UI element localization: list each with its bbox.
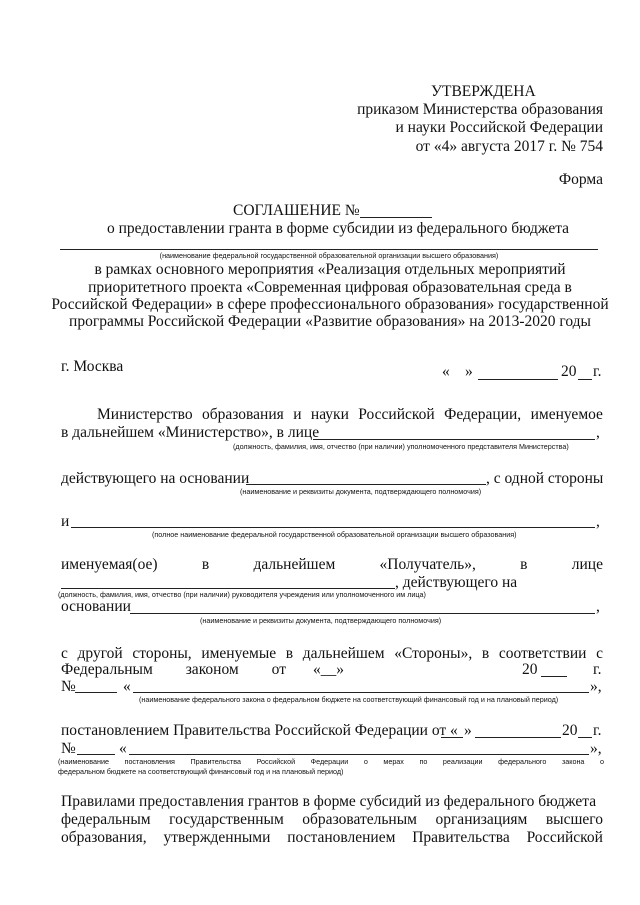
and-label: и <box>61 513 70 530</box>
agreement-subtitle: о предоставлении гранта в форме субсидии из федерального бюджета <box>107 220 570 237</box>
resolution-g: г. <box>593 722 602 739</box>
fed-law-close: », <box>590 678 602 695</box>
word: Правительства <box>190 757 242 766</box>
resolution-year: 20 <box>562 722 578 739</box>
context-line-2: приоритетного проекта «Современная цифровая образовательная среда в <box>88 279 572 296</box>
resolution-open: « <box>119 740 127 757</box>
representative-caption: (должность, фамилия, имя, отчество (при наличии) уполномоченного представителя Министерства) <box>233 442 569 451</box>
resolution-month-line <box>475 737 561 738</box>
word: высшего <box>545 811 603 828</box>
resolution-caption-2: федеральном бюджете на соответствующий финансовый год и на плановый период) <box>58 767 344 776</box>
org-name-caption: (наименование федеральной государственной образовательной организации высшего образования) <box>159 251 499 260</box>
word: в <box>481 645 490 662</box>
intro-line-2: в дальнейшем «Министерство», в лице <box>61 424 320 441</box>
word: по <box>419 757 428 766</box>
word: с <box>61 645 68 662</box>
word: «Получатель», <box>379 556 476 573</box>
word: науки <box>310 406 349 423</box>
context-line-3: Российской Федерации» в сфере профессионального образования» государственной <box>51 296 609 313</box>
word: реализации <box>442 757 483 766</box>
word: постановлением <box>287 829 396 846</box>
word: постановления <box>124 757 175 766</box>
approval-line-3: от «4» августа 2017 г. № 754 <box>415 138 603 155</box>
resolution-close: » <box>464 722 472 739</box>
recipient-line <box>71 527 595 528</box>
word: Правительства <box>412 829 510 846</box>
word: Министерство <box>97 406 193 423</box>
word: в <box>201 556 210 573</box>
context-line-1: в рамках основного мероприятия «Реализация отдельных мероприятий <box>94 261 566 278</box>
comma-3: , <box>596 598 600 615</box>
comma-1: , <box>596 424 600 441</box>
word: именуемые <box>201 645 277 662</box>
fed-law-open: « <box>123 678 131 695</box>
word: и <box>293 406 302 423</box>
fed-law-caption: (наименование федерального закона о федеральном бюджете на соответствующий финансовый год и на плановый период) <box>139 695 559 704</box>
basis2-line <box>130 613 595 614</box>
acting-suffix: , действующего на <box>395 574 518 591</box>
basis-caption: (наименование и реквизиты документа, подтверждающего полномочия) <box>240 487 482 496</box>
word: в <box>285 645 294 662</box>
context-line-4: программы Российской Федерации «Развитие образования» на 2013-2020 годы <box>69 313 591 330</box>
fed-law-g: г. <box>593 661 602 678</box>
word: Российской <box>256 757 296 766</box>
word: дальнейшем <box>253 556 336 573</box>
resolution-caption <box>58 757 604 766</box>
word: именуемая(ое) <box>61 556 158 573</box>
word: Федерации, <box>444 406 522 423</box>
word: федеральным <box>61 811 151 828</box>
head-line <box>61 588 395 589</box>
date-quote-open: « <box>442 363 450 380</box>
intro-line-1 <box>97 406 603 424</box>
word: именуемое <box>530 406 603 423</box>
fed-law-no-line <box>75 692 117 693</box>
approval-title: УТВЕРЖДЕНА <box>431 83 536 100</box>
word: государственным <box>169 811 284 828</box>
fed-law-year: 20 <box>522 661 538 678</box>
basis-suffix: , с одной стороны <box>486 470 604 487</box>
word: законом <box>185 661 239 678</box>
basis2-caption: (наименование и реквизиты документа, подтверждающего полномочия) <box>200 616 442 625</box>
date-quote-close: » <box>465 363 473 380</box>
representative-line <box>313 439 595 440</box>
word: другой <box>77 645 123 662</box>
named-line <box>61 556 603 574</box>
date-g: г. <box>593 363 602 380</box>
word: федерального <box>498 757 547 766</box>
word: Федерации <box>310 757 349 766</box>
date-month-line <box>478 379 558 380</box>
approval-line-2: и науки Российской Федерации <box>395 119 603 136</box>
org-name-line <box>60 249 598 250</box>
fed-law-date: «__» <box>313 661 344 678</box>
city: г. Москва <box>61 358 124 375</box>
word: Российской <box>526 829 603 846</box>
rules-line-2 <box>61 811 603 829</box>
word: соответствии <box>498 645 587 662</box>
word: «Стороны», <box>394 645 473 662</box>
word: образования, <box>61 829 147 846</box>
word: с <box>596 645 603 662</box>
date-year-line <box>578 379 592 380</box>
word: организациям <box>435 811 528 828</box>
form-label: Форма <box>558 171 603 188</box>
resolution-name-line <box>129 754 589 755</box>
word: образования <box>202 406 284 423</box>
word: дальнейшем <box>302 645 385 662</box>
word: от <box>271 661 286 678</box>
word: о <box>599 757 604 766</box>
word: о <box>363 757 368 766</box>
comma-2: , <box>596 513 600 530</box>
word: утвержденными <box>163 829 271 846</box>
agreement-number-line <box>360 217 432 218</box>
fed-law-name-line <box>133 692 589 693</box>
word: (наименование <box>58 757 109 766</box>
date-year: 20 <box>561 363 577 380</box>
rules-line-1: Правилами предоставления грантов в форме субсидий из федерального бюджета <box>61 793 597 810</box>
resolution-day-line <box>441 737 463 738</box>
head-caption: (должность, фамилия, имя, отчество (при наличии) руководителя учреждения или уполномоченного им лица) <box>58 590 426 599</box>
resolution-no-line <box>77 754 115 755</box>
basis2-label: основании <box>61 598 131 615</box>
word: образовательным <box>302 811 417 828</box>
word: стороны, <box>132 645 192 662</box>
recipient-caption: (полное наименование федеральной государственной образовательной организации высшего образования) <box>152 530 517 539</box>
basis-line <box>246 484 486 485</box>
resolution-year-line <box>578 737 592 738</box>
word: мерах <box>383 757 404 766</box>
agreement-title: СОГЛАШЕНИЕ № <box>233 202 360 219</box>
resolution-text: постановлением Правительства Российской Федерации от « <box>61 722 458 739</box>
fed-law-no: № <box>61 678 76 695</box>
rules-line-3 <box>61 829 603 847</box>
word: Российской <box>358 406 435 423</box>
basis-label: действующего на основании <box>61 470 250 487</box>
fed-law-year-line <box>541 676 567 677</box>
fed-law-words <box>61 661 286 679</box>
resolution-end: », <box>590 740 602 757</box>
approval-line-1: приказом Министерства образования <box>357 101 603 118</box>
word: закона <box>561 757 585 766</box>
word: в <box>520 556 528 573</box>
word: Федеральным <box>61 661 153 678</box>
word: лице <box>571 556 603 573</box>
resolution-no: № <box>61 740 76 757</box>
